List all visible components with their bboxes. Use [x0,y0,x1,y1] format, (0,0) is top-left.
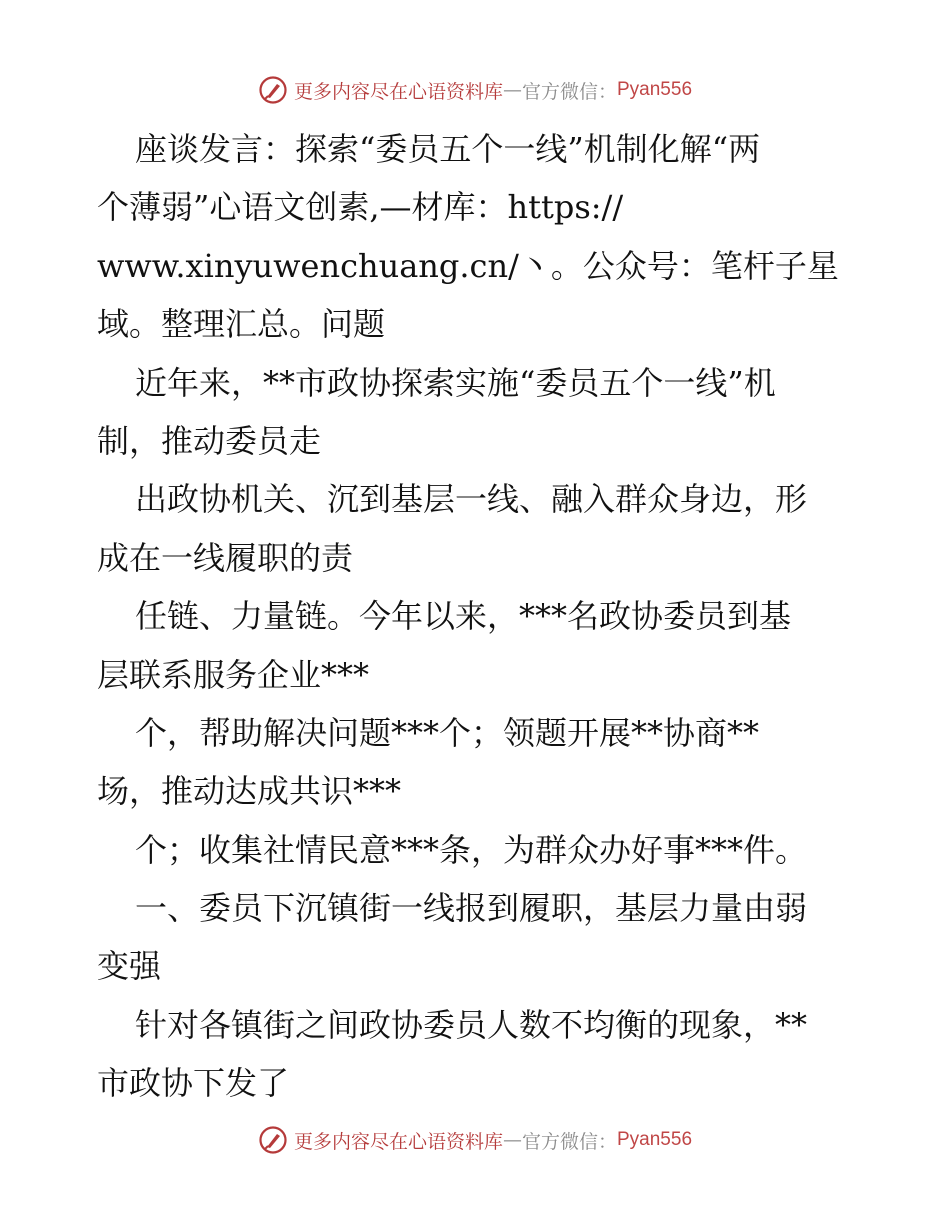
header-banner [0,70,950,110]
quill-logo-icon [258,75,288,105]
text-line: 制，推动委员走 [97,421,322,460]
text-line: 个；收集社情民意***条，为群众办好事***件。 [135,830,808,869]
text-line: 个，帮助解决问题***个；领题开展**协商** [135,713,760,752]
text-line: 针对各镇街之间政协委员人数不均衡的现象，** [135,1005,808,1044]
text-line: 出政协机关、沉到基层一线、融入群众身边，形 [135,480,808,519]
text-line: 成在一线履职的责 [97,538,354,577]
text-line: 层联系服务企业*** [97,655,370,694]
banner-wechat-id: Pyan556 [617,1129,693,1150]
text-line: 座谈发言：探索“委员五个一线”机制化解“两 [135,130,761,168]
document-body [97,120,867,1113]
text-line: 域。整理汇总。问题 [97,305,386,344]
text-line: 市政协下发了 [97,1064,290,1103]
banner-separator: — [502,1129,522,1151]
banner-wechat-id: Pyan556 [617,79,693,100]
footer-banner [0,1120,950,1160]
banner-wechat-label: 官方微信： [521,1130,617,1153]
text-line: www.xinyuwenchuang.cn/丶。公众号：笔杆子星 [97,246,839,285]
text-line: 近年来，**市政协探索实施“委员五个一线”机 [135,363,776,402]
text-line: 个薄弱”心语文创素,—材库：https:// [97,188,624,227]
quill-logo-icon [258,1125,288,1155]
text-line: 场，推动达成共识*** [97,772,402,811]
text-line: 任链、力量链。今年以来，***名政协委员到基 [135,597,792,636]
banner-brand-text: 更多内容尽在心语资料库 [293,80,503,103]
section-heading-continued: 变强 [97,947,162,986]
section-heading: 一、委员下沉镇街一线报到履职，基层力量由弱 [135,889,808,928]
banner-wechat-label: 官方微信： [521,80,617,103]
banner-separator: — [502,79,522,101]
banner-brand-text: 更多内容尽在心语资料库 [293,1130,503,1153]
